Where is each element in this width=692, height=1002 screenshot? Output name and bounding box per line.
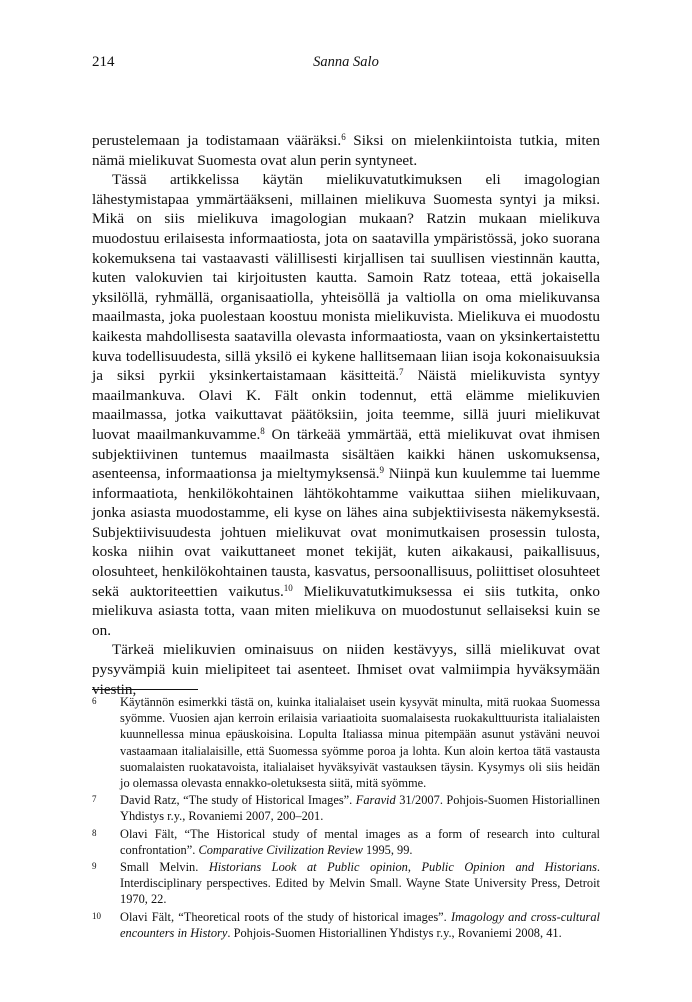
paragraph: Tärkeä mielikuvien ominaisuus on niiden kestävyys, sillä mielikuvat ovat pysyvämpiä kuin mielipiteet tai asenteet. Ihmiset ovat valmiimpia hyväksymään viestin,	[92, 641, 600, 698]
footnote-number: 8	[92, 827, 97, 838]
text-run: Olavi Fält, “The Historical study of mental images as a form of research into cultural confrontation”.	[120, 826, 600, 857]
footnote-ref[interactable]: 9	[379, 465, 384, 476]
footnote-text: Käytännön esimerkki tästä on, kuinka italialaiset usein kysyvät minulta, mitä ruokaa Suomessa syömme. Vuosien ajan kerroin erilaisia variaatioita suomalaisesta ruokakulttuurista italialaisten kuunnellessa minua epäuskoisina. Lopulta Italiassa minua pitempään asunut ystäväni neuvoi vastaamaan italialaisille, että Suomessa syömme poroa ja lohta. Kun aloin kertoa tätä vastausta suomalaisten ruokatavoista, italialaiset hyväksyivät vastauksen täysin. Kysymys oli siis heidän jo olemassa olevasta ennakko-oletuksesta siitä, mitä syömme.	[120, 695, 600, 791]
book-title: Historians Look at Public opinion	[208, 860, 408, 875]
footnote-number: 7	[92, 794, 97, 805]
footnote-text	[120, 826, 600, 858]
footnote-10	[92, 909, 600, 941]
text-run: Siksi on mielenkiintoista tutkia, miten nämä mielikuvat Suomesta ovat alun perin syntyneet.	[92, 132, 600, 169]
page-header	[92, 54, 600, 74]
footnote-text	[120, 909, 600, 941]
text-run: . Interdisciplinary perspectives. Edited by Melvin Small. Wayne State University Press, Detroit 1970, 22.	[120, 860, 601, 907]
text-run: 1995, 99.	[362, 842, 413, 857]
text-run: perustelemaan ja todistamaan vääräksi.	[92, 132, 342, 149]
footnote-number: 9	[92, 861, 97, 872]
footnote-ref[interactable]: 6	[341, 132, 346, 142]
running-head-author: Sanna Salo	[313, 54, 379, 70]
book-title: Public Opinion and Historians	[421, 860, 597, 875]
footnote-ref[interactable]: 10	[283, 582, 293, 593]
paragraph	[92, 170, 600, 640]
footnote-number: 10	[92, 910, 101, 921]
footnote-number: 6	[92, 696, 97, 706]
footnote-ref[interactable]: 7	[399, 367, 404, 378]
paragraph	[92, 131, 600, 170]
footnote-text	[120, 792, 600, 824]
text-run: On tärkeää ymmärtää, että mielikuvat ovat ihmisen subjektiivinen tuntemus maailmasta sisältäen kaikki hänen uskomuksensa, asenteensa, informaationsa ja mieltymyksensä.	[92, 425, 601, 483]
text-run: Tässä artikkelissa käytän mielikuvatutkimuksen eli imagologian lähestymistapaa ymmärtääkseni, millainen mielikuva Suomesta syntyi ja miksi. Mikä on siis mielikuva imagologian mukaan? Ratzin mukaan mielikuva muodostuu erilaisesta informaatiosta, jota on saatavilla ympäristössä, joko suorana kokemuksena tai vastaavasti välillisesti kirjallisen tai suullisen viestinnän kautta, kuten valokuvien tai kirjoitusten kautta. Samoin Ratz toteaa, että jokaisella yksilöllä, ryhmällä, organisaatiolla, yhteisöllä ja valtiolla on oma mielikuvansa maailmasta, joka puolestaan koostuu monista mielikuvista. Mielikuva ei muodostu kaikesta mahdollisesta saatavilla olevasta informaatiosta, vaan on yksinkertaistettu kuva todellisuudesta, sillä yksilö ei kykene hallitsemaan liian isoja kokonaisuuksia ja siksi pyrkii yksinkertaistamaan käsitteitä.	[92, 171, 600, 385]
journal-title: Comparative Civilization Review	[198, 842, 363, 857]
footnote-separator	[92, 689, 198, 690]
text-run: . Pohjois-Suomen Historiallinen Yhdistys r.y., Rovaniemi 2008, 41.	[227, 925, 562, 940]
footnote-9	[92, 859, 600, 908]
text-run: David Ratz, “The study of Historical Images”.	[120, 793, 356, 808]
page-number: 214	[92, 54, 115, 70]
text-run: 31/2007. Pohjois-Suomen Historiallinen Yhdistys r.y., Rovaniemi 2007, 200–201.	[120, 793, 600, 824]
footnotes	[92, 694, 600, 942]
text-run: ,	[407, 860, 422, 875]
footnote-7	[92, 792, 600, 824]
footnote-ref[interactable]: 8	[260, 425, 265, 436]
text-run: Mielikuvatutkimuksessa ei siis tutkita, onko mielikuva asiasta totta, vaan miten mielikuva on muodostunut sellaiseksi kuin se on.	[92, 582, 600, 639]
journal-title: Faravid	[355, 793, 396, 808]
text-run: Olavi Fält, “Theoretical roots of the study of historical images”.	[120, 909, 451, 924]
text-run: Niinpä kun kuulemme tai luemme informaatiota, henkilökohtainen lähtökohtamme vaikuttaa siihen mielikuvaan, jonka asiasta muodostamme, eli kyse on lähes aina subjektiivisesta näkemyksestä. Subjektiivisuudesta johtuen mielikuvat ovat monimutkaisen prosessin tulosta, koska niihin ovat vaikuttaneet monet tekijät, kuten aikakausi, paikallisuus, olosuhteet, henkilökohtainen tausta, kasvatus, persoonallisuus, poliittiset olosuhteet sekä auktoriteettien vaikutus.	[92, 465, 600, 600]
footnote-text	[120, 859, 600, 908]
footnote-6	[92, 694, 600, 791]
text-run: Näistä mielikuvista syntyy maailmankuva. Olavi K. Fält onkin todennut, että elämme mielikuvien maailmassa, jotka vaikuttavat päätöksiin, joita teemme, sillä juuri mielikuvat luovat maailmankuvamme.	[92, 367, 600, 443]
text-run: Small Melvin.	[120, 860, 209, 875]
footnote-8	[92, 826, 600, 858]
book-title: Imagology and cross-cultural encounters in History	[120, 909, 600, 940]
main-text	[92, 131, 600, 699]
